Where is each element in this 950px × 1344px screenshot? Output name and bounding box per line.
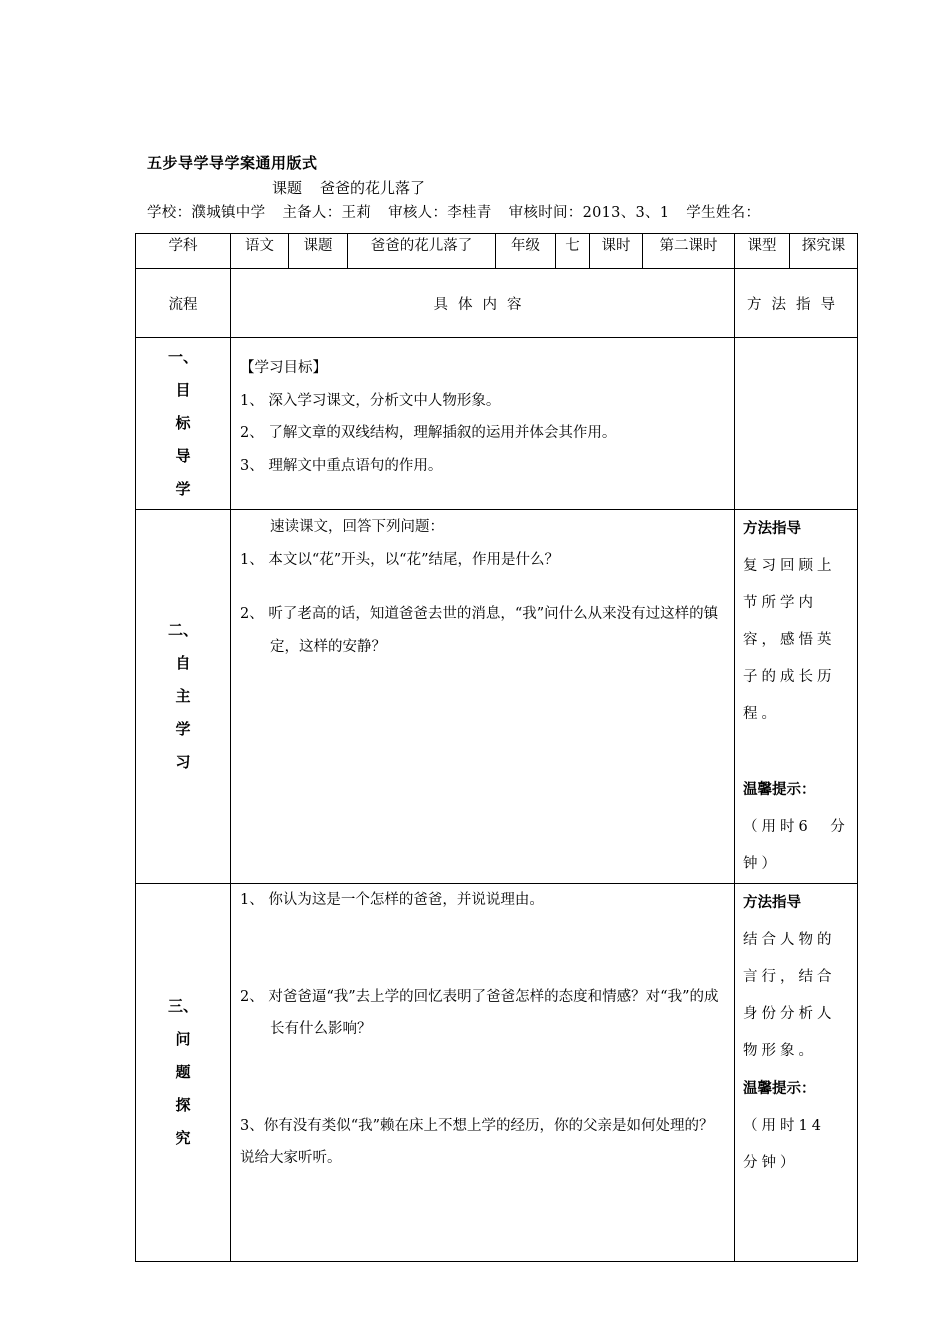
section-label-goals xyxy=(136,338,231,510)
lesson-plan-table xyxy=(135,233,858,1262)
topic-label: 课题 xyxy=(289,234,348,269)
goal-item: 2、 了解文章的双线结构，理解插叙的运用并体会其作用。 xyxy=(240,425,617,441)
goal-item: 3、 理解文中重点语句的作用。 xyxy=(240,457,443,474)
label-char: 问 xyxy=(175,1030,191,1048)
tip-text: （用时6 分钟） xyxy=(743,819,849,872)
tip-title: 温馨提示： xyxy=(743,781,816,798)
meta-reviewer: 审核人：李桂青 xyxy=(388,205,492,221)
label-char: 自 xyxy=(175,654,191,672)
section-row-goals xyxy=(136,338,858,510)
grade-value: 七 xyxy=(556,234,590,269)
meta-review-date: 审核时间：2013、3、1 xyxy=(508,205,670,221)
tip-title: 温馨提示： xyxy=(743,1080,816,1097)
method-gap xyxy=(743,733,851,771)
label-char: 习 xyxy=(175,753,191,771)
label-char: 三、 xyxy=(167,997,198,1015)
label-char: 目 xyxy=(175,381,191,399)
label-char: 一、 xyxy=(167,348,198,366)
period-label: 课时 xyxy=(590,234,643,269)
subject-value: 语文 xyxy=(231,234,289,269)
section-content-goals xyxy=(231,338,735,510)
method-title: 方法指导 xyxy=(743,520,801,537)
method-header: 方法指导 xyxy=(735,269,858,338)
flow-header: 流程 xyxy=(136,269,231,338)
question-item: 1、 你认为这是一个怎样的爸爸，并说说理由。 xyxy=(240,892,544,908)
method-title: 方法指导 xyxy=(743,894,801,911)
question-item: 2、 听了老高的话，知道爸爸去世的消息，“我”问什么从来没有过这样的镇定，这样的安静？ xyxy=(240,606,719,655)
section-row-self-study xyxy=(136,510,858,884)
goal-item: 1、 深入学习课文，分析文中人物形象。 xyxy=(240,392,501,409)
meta-line xyxy=(147,201,760,222)
info-row xyxy=(136,234,858,269)
label-char: 题 xyxy=(175,1063,191,1081)
lesson-subtitle xyxy=(272,177,425,198)
meta-student-name: 学生姓名： xyxy=(686,205,761,221)
label-char: 探 xyxy=(175,1096,191,1114)
section-content-self-study xyxy=(231,510,735,884)
label-char: 学 xyxy=(175,480,191,498)
section-method-self-study xyxy=(735,510,858,884)
question-item: 2、 对爸爸逼“我”去上学的回忆表明了爸爸怎样的态度和情感？对“我”的成长有什么影响？ xyxy=(240,988,719,1037)
method-text: 结合人物的言行，结合身份分析人物形象。 xyxy=(743,932,836,1059)
goals-heading: 【学习目标】 xyxy=(240,360,327,376)
section-method-goals xyxy=(735,338,858,510)
question-item: 1、 本文以“花”开头，以“花”结尾，作用是什么？ xyxy=(240,551,559,568)
section-method-inquiry xyxy=(735,884,858,1262)
lesson-subtitle-label: 课题 xyxy=(272,179,303,197)
label-char: 二、 xyxy=(167,621,198,639)
label-char: 究 xyxy=(175,1129,191,1147)
meta-preparer: 主备人：王莉 xyxy=(282,205,372,221)
label-char: 标 xyxy=(175,414,191,432)
grade-label: 年级 xyxy=(496,234,556,269)
section-label-self-study xyxy=(136,510,231,884)
label-char: 主 xyxy=(175,687,191,705)
period-value: 第二课时 xyxy=(643,234,735,269)
document-title: 五步导学导学案通用版式 xyxy=(147,154,318,172)
section-content-inquiry xyxy=(231,884,735,1262)
answer-space xyxy=(240,576,726,598)
label-char: 导 xyxy=(175,447,191,465)
section-label-inquiry xyxy=(136,884,231,1262)
tip-text: （用时14 分钟） xyxy=(743,1118,844,1171)
topic-value: 爸爸的花儿落了 xyxy=(348,234,496,269)
section-row-inquiry xyxy=(136,884,858,1262)
label-char: 学 xyxy=(175,720,191,738)
question-item: 3、你有没有类似“我”赖在床上不想上学的经历，你的父亲是如何处理的？说给大家听听。 xyxy=(240,1117,714,1166)
type-value: 探究课 xyxy=(790,234,858,269)
self-study-intro: 速读课文，回答下列问题： xyxy=(270,519,444,535)
column-header-row xyxy=(136,269,858,338)
subject-label: 学科 xyxy=(136,234,231,269)
answer-space xyxy=(240,1046,726,1110)
method-text: 复习回顾上节所学内容，感悟英子的成长历程。 xyxy=(743,558,836,722)
answer-space xyxy=(240,917,726,981)
type-label: 课型 xyxy=(735,234,790,269)
meta-school: 学校：濮城镇中学 xyxy=(147,205,266,221)
content-header: 具体内容 xyxy=(231,269,735,338)
lesson-subtitle-value: 爸爸的花儿落了 xyxy=(320,179,426,197)
